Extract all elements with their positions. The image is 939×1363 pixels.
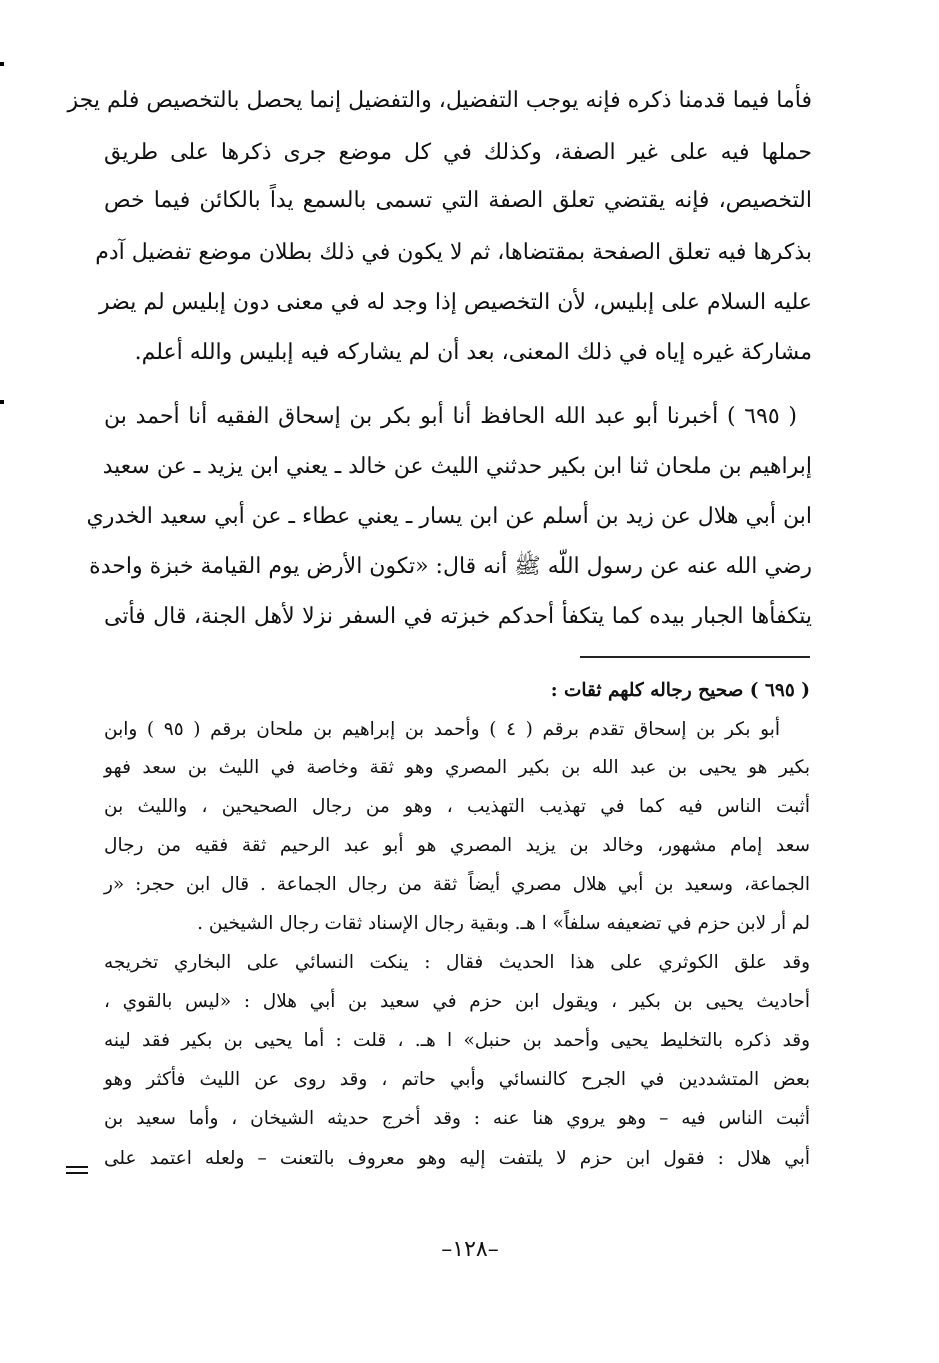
footnote-line: لم أر لابن حزم في تضعيفه سلفاً» ا هـ. وبقية رجال الإسناد ثقات رجال الشيخين . xyxy=(197,913,810,934)
main-text-line: فأما فيما قدمنا ذكره فإنه يوجب التفضيل، والتفضيل إنما يحصل بالتخصيص فلم يجز xyxy=(67,88,812,113)
main-text-line: مشاركة غيره إياه في ذلك المعنى، بعد أن لم يشاركه فيه إبليس والله أعلم. xyxy=(134,340,812,365)
margin-mark-middle xyxy=(0,400,4,404)
footnote-heading: ( ٦٩٥ ) صحيح رجاله كلهم ثقات : xyxy=(550,680,810,701)
hadith-line: رضي الله عنه عن رسول اللّه ﷺ أنه قال: «تكون الأرض يوم القيامة خبزة واحدة xyxy=(89,554,812,579)
hadith-line: ابن أبي هلال عن زيد بن أسلم عن ابن يسار ـ يعني عطاء ـ عن أبي سعيد الخدري xyxy=(86,504,812,529)
footnote-line: بعض المتشددين في الجرح كالنسائي وأبي حاتم ، وقد روى عن الليث فأكثر وهو xyxy=(104,1069,810,1090)
main-text-line: بذكرها فيه تعلق الصفحة بمقتضاها، ثم لا يكون في ذلك بطلان موضع تفضيل آدم xyxy=(95,240,812,265)
footnote-line: وقد علق الكوثري على هذا الحديث فقال : ينكت النسائي على البخاري تخريجه xyxy=(104,952,810,973)
footnote-line: أبي هلال : فقول ابن حزم لا يلتفت إليه وهو معروف بالتعنت – ولعله اعتمد على xyxy=(104,1148,810,1169)
footnote-separator xyxy=(580,656,810,658)
continuation-mark xyxy=(66,1166,88,1174)
footnote-line: أبو بكر بن إسحاق تقدم برقم ( ٤ ) وأحمد بن إبراهيم بن ملحان برقم ( ٩٥ ) وابن xyxy=(104,719,780,740)
footnote-line: بكير هو يحيى بن عبد الله بن بكير المصري وهو ثقة وخاصة في الليث بن سعد فهو xyxy=(104,757,810,778)
main-text-line: عليه السلام على إبليس، لأن التخصيص إذا وجد له في معنى دون إبليس لم يضر xyxy=(98,290,812,315)
hadith-line: يتكفأها الجبار بيده كما يتكفأ أحدكم خبزته في السفر نزلا لأهل الجنة، قال فأتى xyxy=(104,604,812,629)
footnote-line: الجماعة، وسعيد بن أبي هلال مصري أيضاً ثقة من رجال الجماعة . قال ابن حجر: «ر xyxy=(104,874,810,895)
footnote-line: أثبت الناس فيه – وهو يروي هنا عنه : وقد أخرج حديثه الشيخان ، وأما سعيد بن xyxy=(104,1108,810,1129)
margin-mark-top xyxy=(0,62,4,66)
main-text-line: حملها فيه على غير الصفة، وكذلك في كل موضع جرى ذكرها على طريق xyxy=(104,140,812,165)
footnote-line: أحاديث يحيى بن بكير ، ويقول ابن حزم في سعيد بن أبي هلال : «ليس بالقوي ، xyxy=(104,991,810,1012)
footnote-line: وقد ذكره بالتخليط يحيى وأحمد بن حنبل» ا هـ. ، قلت : أما يحيى بن بكير فقد لينه xyxy=(104,1030,810,1051)
hadith-line: ( ٦٩٥ ) أخبرنا أبو عبد الله الحافظ أنا أبو بكر بن إسحاق الفقيه أنا أحمد بن xyxy=(104,404,798,429)
hadith-line: إبراهيم بن ملحان ثنا ابن بكير حدثني الليث عن خالد ـ يعني ابن يزيد ـ عن سعيد xyxy=(102,454,812,479)
page-number: –١٢٨– xyxy=(441,1237,499,1262)
main-text-line: التخصيص، فإنه يقتضي تعلق الصفة التي تسمى بالسمع يداً بالكائن فيما خص xyxy=(104,188,812,213)
footnote-line: سعد إمام مشهور، وخالد بن يزيد المصري هو أبو عبد الرحيم ثقة فقيه من رجال xyxy=(104,835,810,856)
footnote-line: أثبت الناس فيه كما في تهذيب التهذيب ، وهو من رجال الصحيحين ، والليث بن xyxy=(104,796,810,817)
